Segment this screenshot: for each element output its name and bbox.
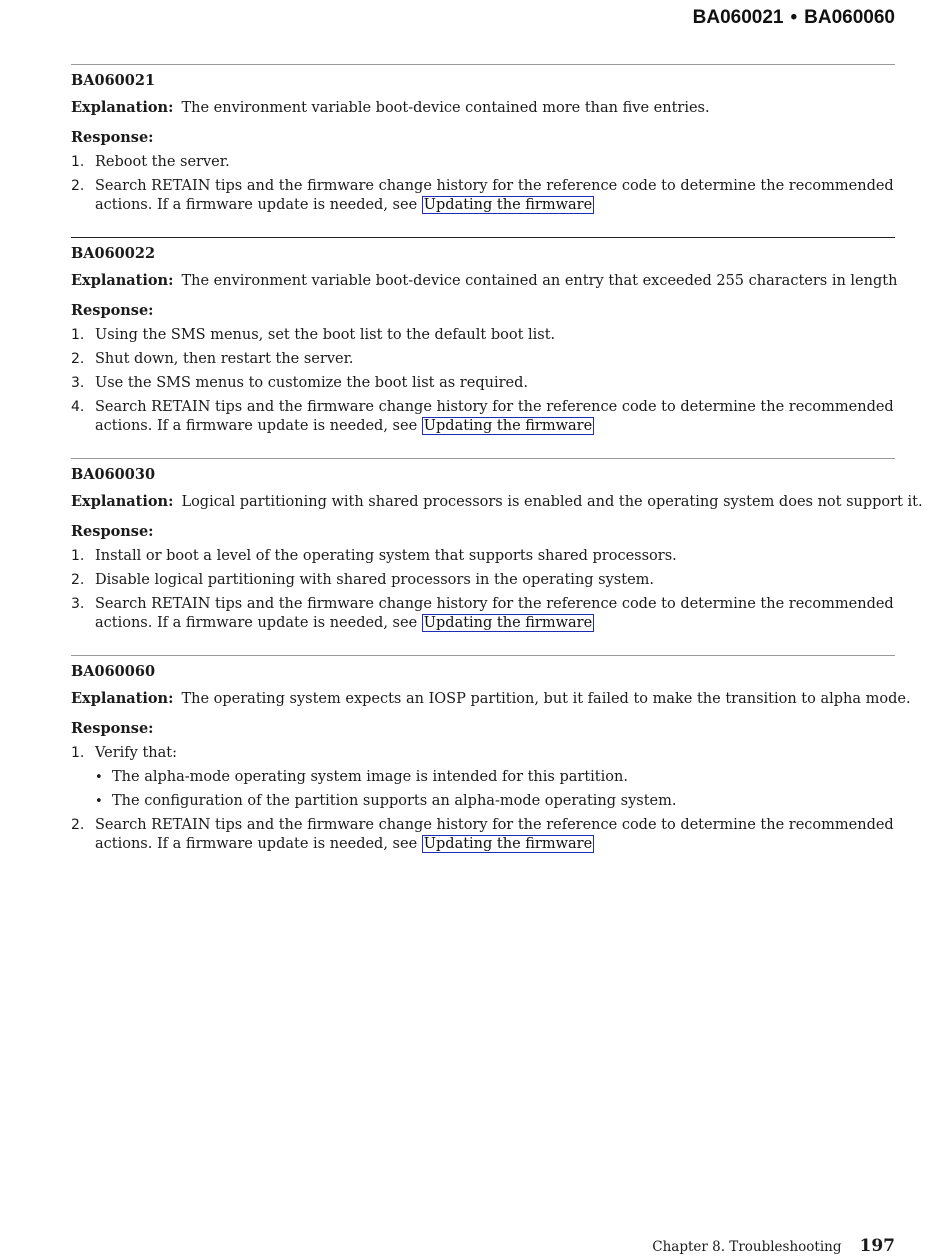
- step-text: Use the SMS menus to customize the boot list as required.: [95, 375, 528, 391]
- response-steps: [71, 153, 895, 215]
- explanation: [71, 689, 911, 709]
- running-head-last-code: BA060060: [804, 7, 895, 28]
- reference-code: BA060060: [71, 663, 156, 680]
- reference-code-entry: [71, 458, 923, 633]
- reference-code: BA060022: [71, 245, 156, 262]
- step-number: 1.: [71, 745, 85, 761]
- step-text: Install or boot a level of the operating system that supports shared processors.: [95, 548, 677, 564]
- response-steps: [71, 744, 895, 854]
- response-step: [71, 595, 895, 633]
- explanation: [71, 98, 895, 118]
- step-text: Search RETAIN tips and the firmware change history for the reference code to determine the recommended actions. If a firmware update is needed, see: [95, 178, 894, 213]
- response-step: [71, 350, 895, 369]
- step-number: 2.: [71, 572, 85, 588]
- reference-code: BA060021: [71, 72, 156, 89]
- step-text: Search RETAIN tips and the firmware change history for the reference code to determine the recommended actions. If a firmware update is needed, see: [95, 399, 894, 434]
- chapter-title: Chapter 8. Troubleshooting: [652, 1239, 842, 1255]
- response-label: Response:: [71, 302, 154, 319]
- response-step: [71, 744, 895, 811]
- explanation-label: Explanation:: [71, 690, 174, 707]
- step-number: 4.: [71, 399, 85, 415]
- page-footer: [652, 1236, 895, 1256]
- response-label: Response:: [71, 720, 154, 737]
- response-steps: [71, 547, 895, 633]
- bullet-item: [95, 792, 895, 811]
- explanation-text: Logical partitioning with shared processors is enabled and the operating system does not support it.: [181, 494, 923, 510]
- updating-firmware-link[interactable]: Updating the firmware: [423, 418, 593, 434]
- explanation-text: The environment variable boot-device contained more than five entries.: [181, 100, 710, 116]
- step-text: Using the SMS menus, set the boot list to the default boot list.: [95, 327, 556, 343]
- reference-code-entry: [71, 64, 895, 215]
- explanation-text: The operating system expects an IOSP partition, but it failed to make the transition to alpha mode.: [181, 691, 911, 707]
- step-text: Search RETAIN tips and the firmware change history for the reference code to determine the recommended actions. If a firmware update is needed, see: [95, 596, 894, 631]
- response-step: [71, 153, 895, 172]
- bullet-dot-icon: •: [95, 770, 103, 785]
- bullet-dot-icon: •: [95, 794, 103, 809]
- step-number: 2.: [71, 178, 85, 194]
- response-step: [71, 571, 895, 590]
- step-text: Disable logical partitioning with shared processors in the operating system.: [95, 572, 655, 588]
- step-number: 3.: [71, 375, 85, 391]
- step-number: 1.: [71, 548, 85, 564]
- updating-firmware-link[interactable]: Updating the firmware: [423, 615, 593, 631]
- response-step: [71, 177, 895, 215]
- bullet-text: The configuration of the partition supports an alpha-mode operating system.: [112, 793, 677, 809]
- running-head-separator: •: [790, 7, 798, 28]
- response-step: [71, 816, 895, 854]
- response-label: Response:: [71, 129, 154, 146]
- response-label: Response:: [71, 523, 154, 540]
- page-content: [71, 64, 923, 876]
- updating-firmware-link[interactable]: Updating the firmware: [423, 197, 593, 213]
- response-step: [71, 547, 895, 566]
- bullet-item: [95, 768, 895, 787]
- bullet-text: The alpha-mode operating system image is intended for this partition.: [112, 769, 628, 785]
- updating-firmware-link[interactable]: Updating the firmware: [423, 836, 593, 852]
- explanation-text: The environment variable boot-device contained an entry that exceeded 255 characters in length: [181, 273, 898, 289]
- running-head-first-code: BA060021: [692, 7, 784, 28]
- explanation-label: Explanation:: [71, 272, 174, 289]
- step-number: 2.: [71, 351, 85, 367]
- step-text: Search RETAIN tips and the firmware change history for the reference code to determine the recommended actions. If a firmware update is needed, see: [95, 817, 894, 852]
- response-step: [71, 398, 895, 436]
- explanation: [71, 271, 898, 291]
- verify-bullets: [95, 768, 895, 811]
- step-number: 2.: [71, 817, 85, 833]
- reference-code-entry: [71, 655, 911, 854]
- reference-code-entry: [71, 237, 898, 436]
- step-text: Reboot the server.: [95, 154, 230, 170]
- step-number: 1.: [71, 327, 85, 343]
- step-number: 3.: [71, 596, 85, 612]
- explanation: [71, 492, 923, 512]
- response-step: [71, 374, 895, 393]
- step-number: 1.: [71, 154, 85, 170]
- explanation-label: Explanation:: [71, 493, 174, 510]
- running-head: [693, 7, 895, 29]
- explanation-label: Explanation:: [71, 99, 174, 116]
- step-text: Verify that:: [95, 745, 177, 761]
- response-step: [71, 326, 895, 345]
- response-steps: [71, 326, 895, 436]
- step-text: Shut down, then restart the server.: [95, 351, 354, 367]
- page-number: 197: [859, 1236, 895, 1256]
- reference-code: BA060030: [71, 466, 156, 483]
